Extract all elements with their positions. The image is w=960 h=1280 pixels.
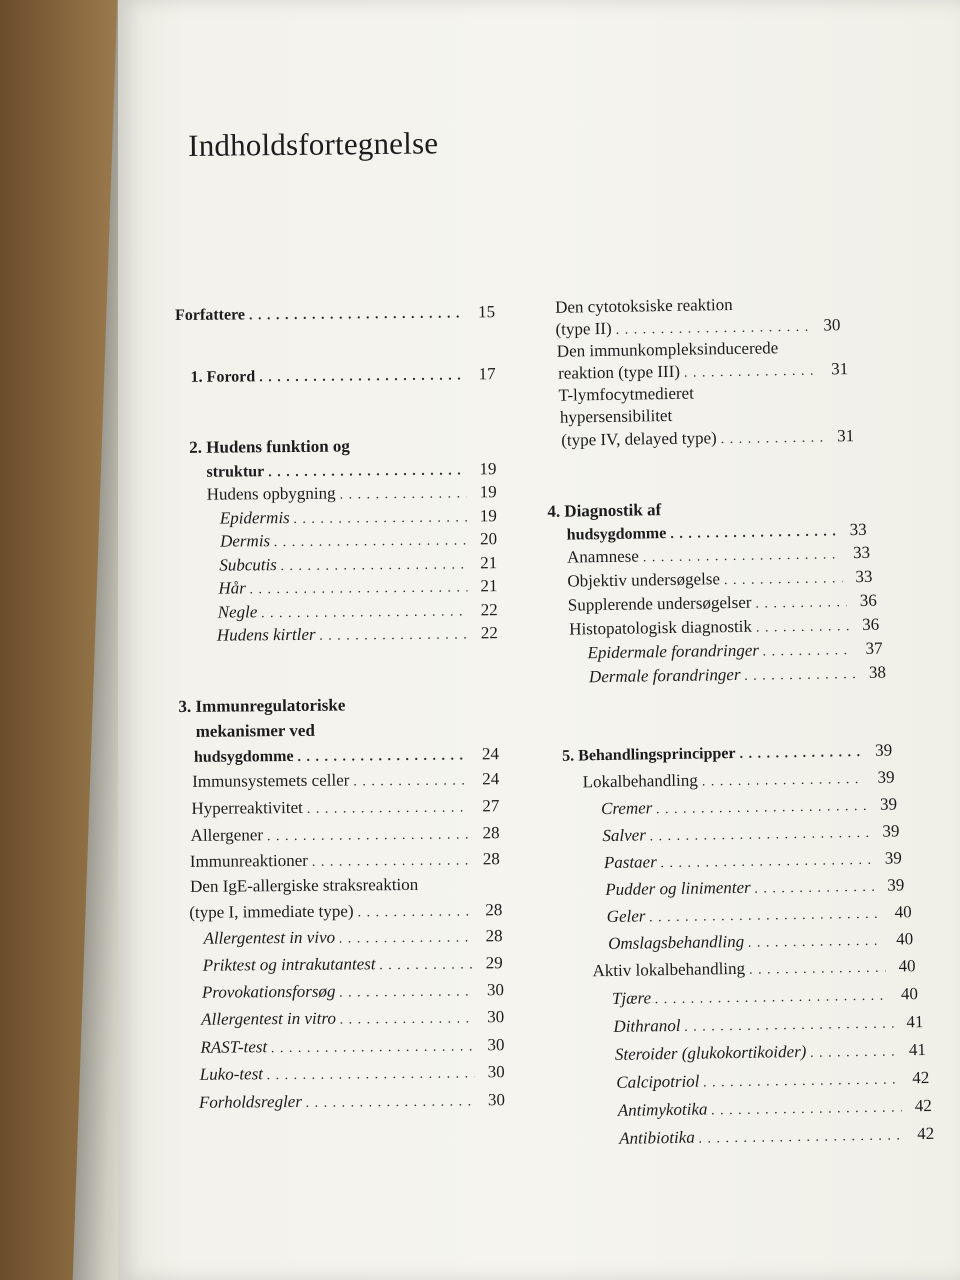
toc-entry-label: Hår	[218, 578, 246, 598]
toc-entry	[192, 769, 499, 794]
toc-entry	[202, 980, 504, 1005]
toc-entry	[558, 359, 848, 386]
toc-entry-page: 39	[874, 740, 893, 760]
leader-dots	[297, 746, 469, 767]
toc-entry	[218, 576, 497, 600]
toc-entry-label: Luko-test	[199, 1064, 264, 1084]
toc-entry-page: 38	[868, 662, 887, 682]
toc-entry-label: RAST-test	[200, 1037, 268, 1057]
toc-entry-label: Dermis	[219, 531, 271, 551]
toc-entry	[219, 553, 497, 577]
toc-entry-page: 19	[479, 482, 497, 502]
toc-entry-label: Forfattere	[175, 306, 246, 324]
leader-dots	[684, 362, 819, 384]
toc-entry-page: 42	[912, 1067, 930, 1088]
toc-entry-label: Lokalbehandling	[582, 770, 698, 792]
leader-dots	[721, 429, 825, 451]
toc-entry	[200, 1062, 505, 1087]
toc-entry-page: 30	[487, 1007, 505, 1027]
leader-dots	[744, 665, 856, 687]
toc-entry	[561, 426, 854, 453]
leader-dots	[711, 1098, 902, 1121]
toc-entry	[601, 794, 897, 821]
leader-dots	[656, 797, 867, 820]
toc-entry-label: Pastaer	[603, 852, 657, 873]
toc-entry-page: 36	[859, 590, 877, 611]
page-title: Indholdsfortegnelse	[188, 125, 439, 163]
toc-entry-page: 22	[480, 623, 498, 643]
toc-entry-page: 41	[906, 1012, 924, 1032]
toc-entry-page: 30	[823, 315, 841, 335]
leader-dots	[339, 928, 473, 949]
toc-entry-page: 19	[479, 506, 497, 526]
toc-entry-page: 28	[485, 900, 503, 920]
leader-dots	[748, 932, 883, 954]
toc-heading: 4. Diagnostik af	[547, 500, 662, 521]
leader-dots	[320, 625, 468, 646]
toc-entry-page: 15	[477, 302, 496, 322]
toc-entry-label: hypersensibilitet	[559, 405, 673, 427]
toc-entry-label: Steroider (glukokortikoider)	[614, 1041, 807, 1064]
leader-dots	[259, 366, 466, 388]
toc-entry-page: 39	[879, 794, 898, 814]
toc-entry-label: Histopatologisk diagnostik	[569, 616, 753, 639]
toc-entry-label: Priktest og intrakutantest	[202, 954, 376, 975]
toc-entry-page: 39	[887, 875, 905, 895]
toc-heading: 3. Immunregulatoriske	[178, 695, 346, 716]
toc-entry-label: Hudens opbygning	[206, 483, 336, 504]
toc-entry-label: (type IV, delayed type)	[561, 428, 717, 450]
leader-dots	[763, 641, 853, 662]
leader-dots	[353, 771, 469, 792]
toc-entry-page: 33	[849, 519, 867, 540]
toc-entry-label: Negle	[217, 602, 258, 622]
leader-dots	[267, 825, 470, 847]
toc-entry	[175, 302, 495, 327]
toc-entry-page: 21	[480, 576, 498, 596]
toc-entry-page: 40	[898, 956, 916, 976]
leader-dots	[616, 318, 811, 341]
leader-dots	[358, 902, 473, 923]
toc-entry-page: 28	[482, 849, 500, 869]
toc-entry-page: 30	[487, 1090, 506, 1110]
leader-dots	[755, 878, 875, 900]
toc-entry-label: Epidermale forandringer	[587, 640, 760, 663]
toc-entry-label: Provokationsforsøg	[201, 981, 336, 1002]
toc-entry-page: 19	[479, 459, 497, 479]
toc-entry-page: 21	[480, 553, 498, 573]
toc-entry	[191, 796, 499, 821]
toc-entry-page: 39	[877, 767, 895, 787]
toc-entry-label: reaktion (type III)	[558, 361, 681, 383]
toc-entry-page: 31	[831, 359, 849, 379]
toc-entry	[191, 364, 496, 389]
toc-entry-label: Forholdsregler	[198, 1091, 302, 1112]
toc-entry-label: (type I, immediate type)	[189, 901, 354, 922]
toc-entry-label: Antibiotika	[619, 1127, 695, 1148]
toc-entry-label: (type II)	[555, 318, 612, 339]
leader-dots	[655, 987, 888, 1011]
toc-entry-page: 33	[852, 542, 871, 563]
toc-entry-page: 42	[914, 1095, 932, 1116]
toc-entry-label: Antimykotika	[617, 1099, 708, 1120]
leader-dots	[724, 569, 843, 591]
toc-entry	[190, 849, 500, 874]
toc-heading: 2. Hudens funktion og	[189, 436, 350, 457]
leader-dots	[756, 617, 850, 638]
toc-entry-label: Immunsystemets celler	[192, 770, 350, 791]
leader-dots	[261, 602, 468, 624]
toc-entry-page: 28	[482, 823, 500, 843]
toc-entry-label: T-lymfocytmedieret	[558, 383, 694, 405]
leader-dots	[739, 743, 862, 765]
toc-entry-label: Den immunkompleksinducerede	[556, 338, 779, 361]
leader-dots	[271, 1037, 474, 1059]
toc-entry	[604, 848, 902, 875]
toc-entry	[220, 506, 497, 530]
toc-entry-page: 31	[837, 426, 855, 446]
toc-entry-page: 39	[882, 821, 900, 841]
toc-entry-page: 40	[895, 929, 914, 949]
leader-dots	[294, 508, 467, 530]
leader-dots	[755, 593, 847, 614]
toc-entry	[589, 663, 886, 690]
toc-entry-page: 30	[486, 980, 505, 1000]
toc-entry-page: 40	[900, 984, 919, 1004]
toc-entry-label: Hudens kirtler	[216, 624, 316, 645]
leader-dots	[380, 955, 473, 976]
toc-entry	[200, 1035, 504, 1060]
toc-entry-label: 5. Behandlingsprincipper	[562, 744, 736, 765]
toc-entry-label: Geler	[606, 906, 646, 927]
leader-dots	[249, 304, 465, 326]
leader-dots	[699, 1126, 905, 1149]
toc-entry-label: Objektiv undersøgelse	[567, 569, 721, 591]
toc-entry	[203, 953, 503, 978]
toc-entry-label: struktur	[206, 463, 265, 481]
leader-dots	[306, 1092, 475, 1113]
toc-entry-page: 40	[894, 902, 912, 922]
toc-entry-page: 33	[855, 566, 873, 587]
toc-entry-page: 28	[485, 926, 503, 946]
leader-dots	[307, 798, 470, 819]
toc-entry-label: Aktiv lokalbehandling	[592, 958, 746, 981]
toc-entry-label: Pudder og linimenter	[605, 877, 751, 900]
toc-entry-page: 41	[908, 1040, 927, 1060]
toc-entry-label: 1. Forord	[190, 368, 256, 386]
toc-entry-page: 24	[481, 744, 500, 764]
toc-entry-label: Subcutis	[219, 555, 277, 575]
toc-entry	[602, 821, 899, 848]
toc-entry-label: Tjære	[611, 988, 652, 1008]
toc-entry	[201, 1007, 504, 1032]
toc-heading: mekanismer ved	[195, 720, 315, 741]
toc-entry-label: Anamnese	[566, 546, 639, 567]
toc-entry-label: Dithranol	[613, 1015, 681, 1036]
toc-entry-page: 24	[482, 769, 500, 789]
toc-entry-label: Allergentest in vivo	[203, 927, 336, 948]
toc-entry	[218, 600, 498, 624]
toc-entry-page: 39	[884, 848, 902, 868]
toc-entry	[189, 900, 502, 925]
leader-dots	[670, 522, 837, 545]
toc-entry-label: Allergener	[190, 825, 264, 845]
toc-entry-label: Immunreaktioner	[189, 850, 308, 871]
leader-dots	[703, 1070, 899, 1093]
toc-entry-label: hudsygdomme	[193, 747, 294, 766]
toc-entry	[220, 529, 497, 553]
toc-entry-page: 42	[917, 1123, 935, 1144]
leader-dots	[340, 484, 467, 505]
toc-entry-page: 20	[479, 529, 498, 549]
leader-dots	[274, 531, 467, 553]
toc-entry-label: Den cytotoksiske reaktion	[554, 294, 733, 317]
toc-entry-page: 29	[485, 953, 503, 973]
leader-dots	[339, 982, 474, 1003]
toc-entry-label: Omslagsbehandling	[607, 931, 745, 954]
leader-dots	[281, 555, 468, 577]
toc-entry-page: 37	[865, 638, 883, 658]
toc-entry	[199, 1090, 505, 1115]
leader-dots	[702, 770, 865, 793]
toc-entry-label: Cremer	[600, 798, 653, 819]
toc-entry	[587, 639, 882, 666]
leader-dots	[650, 824, 870, 847]
leader-dots	[684, 1015, 893, 1038]
toc-entry	[217, 623, 498, 647]
toc-entry-page: 27	[482, 796, 500, 816]
toc-entry	[207, 482, 497, 507]
toc-entry	[191, 823, 500, 848]
toc-entry-label: Den IgE-allergiske straksreaktion	[189, 874, 419, 896]
toc-entry-page: 30	[487, 1035, 505, 1055]
toc-entry-label: Epidermis	[219, 508, 290, 528]
toc-entry-page: 30	[487, 1062, 505, 1082]
toc-entry-label: hudsygdomme	[566, 525, 667, 544]
toc-entry	[605, 875, 904, 902]
leader-dots	[643, 545, 841, 568]
leader-dots	[340, 1009, 474, 1030]
leader-dots	[749, 959, 886, 981]
toc-entry-label: Supplerende undersøgelser	[567, 592, 752, 615]
leader-dots	[250, 578, 468, 600]
leader-dots	[312, 851, 470, 872]
toc-entry-page: 36	[862, 614, 880, 634]
toc-entry-page: 22	[480, 600, 498, 620]
toc-entry-label: Dermale forandringer	[588, 664, 741, 687]
leader-dots	[661, 851, 872, 874]
leader-dots	[267, 1064, 475, 1086]
leader-dots	[649, 905, 882, 929]
toc-entry-label: Salver	[602, 825, 647, 846]
toc-entry-label: Allergentest in vitro	[201, 1008, 337, 1029]
leader-dots	[268, 461, 466, 483]
toc-entry-label: Calcipotriol	[616, 1071, 700, 1092]
toc-entry	[203, 926, 502, 951]
toc-entry-page: 17	[478, 364, 496, 384]
toc-entry-label: Hyperreaktivitet	[191, 797, 303, 818]
toc-entry	[206, 459, 496, 484]
toc-entry	[194, 744, 499, 769]
leader-dots	[810, 1043, 896, 1064]
toc-entry	[555, 315, 840, 341]
